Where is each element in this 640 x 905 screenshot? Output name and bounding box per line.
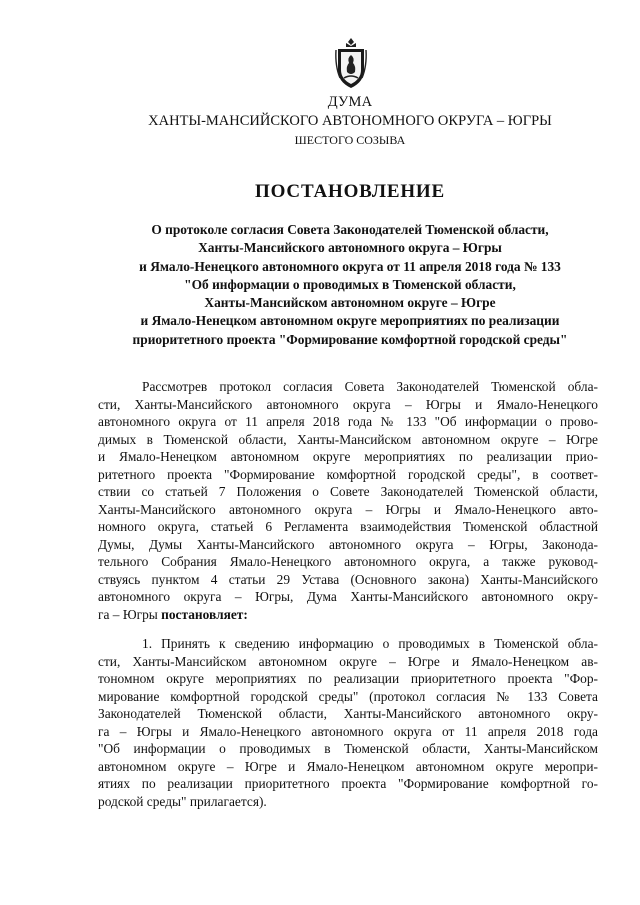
paragraph-line: тельного Собрания Ямало-Ненецкого автономного округа, а также руковод-	[98, 554, 598, 569]
paragraph-line: автономного округа от 11 апреля 2018 года № 133 "Об информации о прово-	[98, 414, 598, 429]
paragraph-last-line	[98, 606, 598, 624]
paragraph-line: "Об информации о проводимых в Тюменской области, Ханты-Мансийском	[98, 741, 598, 756]
preamble-paragraph	[98, 378, 598, 623]
paragraph-line: га – Югры и Ямало-Ненецкого автономного округа от 11 апреля 2018 года	[98, 723, 598, 739]
paragraph-line: Думы, Думы Ханты-Мансийского автономного округа – Югры, Законода-	[98, 536, 598, 552]
paragraph-line: сти, Ханты-Мансийском автономном округе – Югре и Ямало-Ненецком ав-	[98, 653, 598, 669]
subject-line: и Ямало-Ненецком автономном округе мероприятиях по реализации	[140, 313, 560, 329]
paragraph-line: сти, Ханты-Мансийского автономного округа – Югры и Ямало-Ненецкого	[98, 396, 598, 412]
paragraph-line: тономном округе мероприятиях по реализации приоритетного проекта "Фор-	[98, 671, 598, 686]
paragraph-line: Законодателей Тюменской области, Ханты-Мансийского автономного окру-	[98, 706, 598, 721]
paragraph-line: родской среды" прилагается).	[98, 793, 267, 809]
paragraph-line: мирование комфортной городской среды" (протокол согласия № 133 Совета	[98, 688, 598, 704]
coat-of-arms-icon	[334, 36, 368, 90]
paragraph-line: ритетного проекта "Формирование комфортной городской среды", в соответ-	[98, 466, 598, 482]
subject-line: Ханты-Мансийского автономного округа – Югры	[198, 240, 502, 256]
paragraph-line: автономного округа – Югры, Дума Ханты-Мансийского автономного окру-	[98, 589, 598, 604]
paragraph-line: номного округа, статьей 6 Регламента взаимодействия Тюменской областной	[98, 519, 598, 534]
paragraph-line: Ханты-Мансийского автономного округа – Югры и Ямало-Ненецкого авто-	[98, 501, 598, 517]
paragraph-line: ствии со статьей 7 Положения о Совете Законодателей Тюменской области,	[98, 484, 598, 499]
subject-line: О протоколе согласия Совета Законодателей Тюменской области,	[151, 222, 549, 237]
paragraph-line-text: га – Югры	[98, 606, 158, 622]
subject-line: "Об информации о проводимых в Тюменской области,	[184, 276, 516, 292]
subject-line: Ханты-Мансийском автономном округе – Югре	[204, 295, 496, 311]
resolution-item-1	[98, 635, 598, 810]
paragraph-line: ствуясь пунктом 4 статьи 29 Устава (Основного закона) Ханты-Мансийского	[98, 571, 598, 587]
subject-line: и Ямало-Ненецкого автономного округа от 11 апреля 2018 года № 133	[139, 258, 561, 274]
subject-line: приоритетного проекта "Формирование комфортной городской среды"	[132, 331, 568, 347]
paragraph-line: 1. Принять к сведению информацию о проводимых в Тюменской обла-	[142, 636, 598, 651]
paragraph-line: Рассмотрев протокол согласия Совета Законодателей Тюменской обла-	[142, 379, 598, 394]
paragraph-line: и Ямало-Ненецком автономном округе мероприятиях по реализации прио-	[98, 449, 598, 464]
paragraph-line: ятиях по реализации приоритетного проекта "Формирование комфортной го-	[98, 776, 598, 791]
org-name-okrug: ХАНТЫ-МАНСИЙСКОГО АВТОНОМНОГО ОКРУГА – ЮГРЫ	[148, 113, 552, 129]
resolves-keyword: постановляет:	[161, 606, 248, 622]
convocation: ШЕСТОГО СОЗЫВА	[294, 133, 406, 147]
paragraph-line: димых в Тюменской области, Ханты-Мансийском автономном округе – Югре	[98, 431, 598, 447]
document-subject	[30, 221, 640, 349]
document-title: ПОСТАНОВЛЕНИЕ	[255, 181, 445, 202]
paragraph-line: автономном округе – Югре и Ямало-Ненецком автономном округе меропри-	[98, 758, 598, 774]
org-name-duma: ДУМА	[327, 94, 373, 110]
